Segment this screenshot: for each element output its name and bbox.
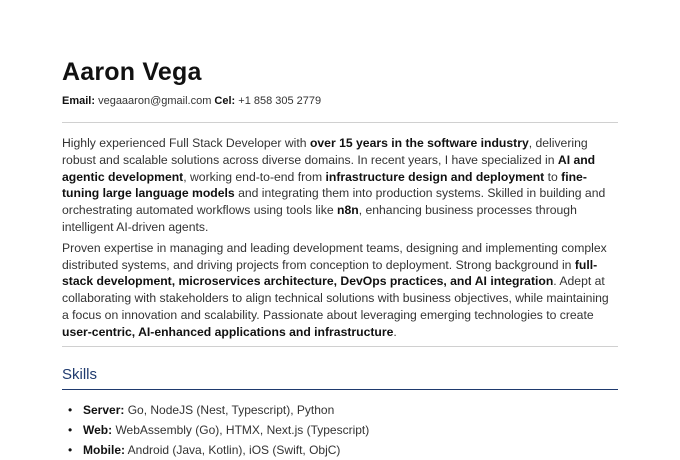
skill-item	[62, 400, 618, 420]
summary-paragraph-1	[62, 135, 618, 236]
skill-value: Go, NodeJS (Nest, Typescript), Python	[124, 402, 335, 417]
highlighted-text: fine-tuning large language models	[62, 169, 587, 201]
highlighted-text: infrastructure design and deployment	[325, 169, 545, 184]
summary-text: Proven expertise in managing and leading development teams, designing and implementing complex distributed systems, and driving projects from conception to deployment. Strong background in	[62, 240, 607, 272]
summary-paragraph-2	[62, 240, 618, 341]
summary-text: to	[544, 169, 562, 184]
bullet-icon: •	[68, 422, 73, 437]
skill-value: Android (Java, Kotlin), iOS (Swift, ObjC)	[125, 442, 341, 457]
summary-text: and integrating them into production systems. Skilled in building and orchestrating automated workflows using tools like	[62, 186, 606, 218]
skills-heading: Skills	[62, 366, 618, 390]
email-label: Email:	[62, 95, 96, 107]
summary-text: . Adept at collaborating with stakeholders to align technical solutions with business objectives, while maintaining a focus on innovation and scalability. Passionate about leveraging emerging technologies to create	[62, 274, 609, 322]
skills-list	[62, 400, 618, 460]
highlighted-text: full-stack development, microservices architecture, DevOps practices, and AI integration	[62, 257, 598, 289]
summary-divider	[62, 346, 618, 347]
phone-value: +1 858 305 2779	[238, 95, 322, 107]
skill-value: WebAssembly (Go), HTMX, Next.js (Typescript)	[112, 422, 370, 437]
email-value[interactable]: vegaaaron@gmail.com	[98, 95, 212, 107]
bullet-icon: •	[68, 402, 73, 417]
highlighted-text: user-centric, AI-enhanced applications and infrastructure	[62, 324, 394, 339]
skill-category: Web:	[83, 422, 113, 437]
contact-line	[62, 94, 618, 108]
summary-text: Highly experienced Full Stack Developer with	[62, 136, 310, 150]
highlighted-text: n8n	[337, 203, 359, 218]
skill-item	[62, 420, 618, 440]
candidate-name: Aaron Vega	[62, 58, 202, 86]
skill-item	[62, 440, 618, 460]
skill-category: Mobile:	[83, 442, 125, 457]
header-divider	[62, 122, 618, 123]
summary-text: , working end-to-end from	[183, 169, 326, 184]
summary-text: , enhancing business processes through intelligent AI-driven agents.	[62, 203, 577, 234]
skill-category: Server:	[83, 402, 125, 417]
highlighted-text: over 15 years in the software industry	[309, 136, 529, 150]
summary-text: , delivering robust and scalable solutions across diverse domains. In recent years, I have specialized in	[62, 136, 588, 167]
bullet-icon: •	[68, 442, 73, 457]
summary-section	[62, 135, 618, 341]
phone-label: Cel:	[214, 95, 236, 107]
summary-text: .	[393, 324, 397, 339]
highlighted-text: AI and agentic development	[62, 152, 596, 184]
